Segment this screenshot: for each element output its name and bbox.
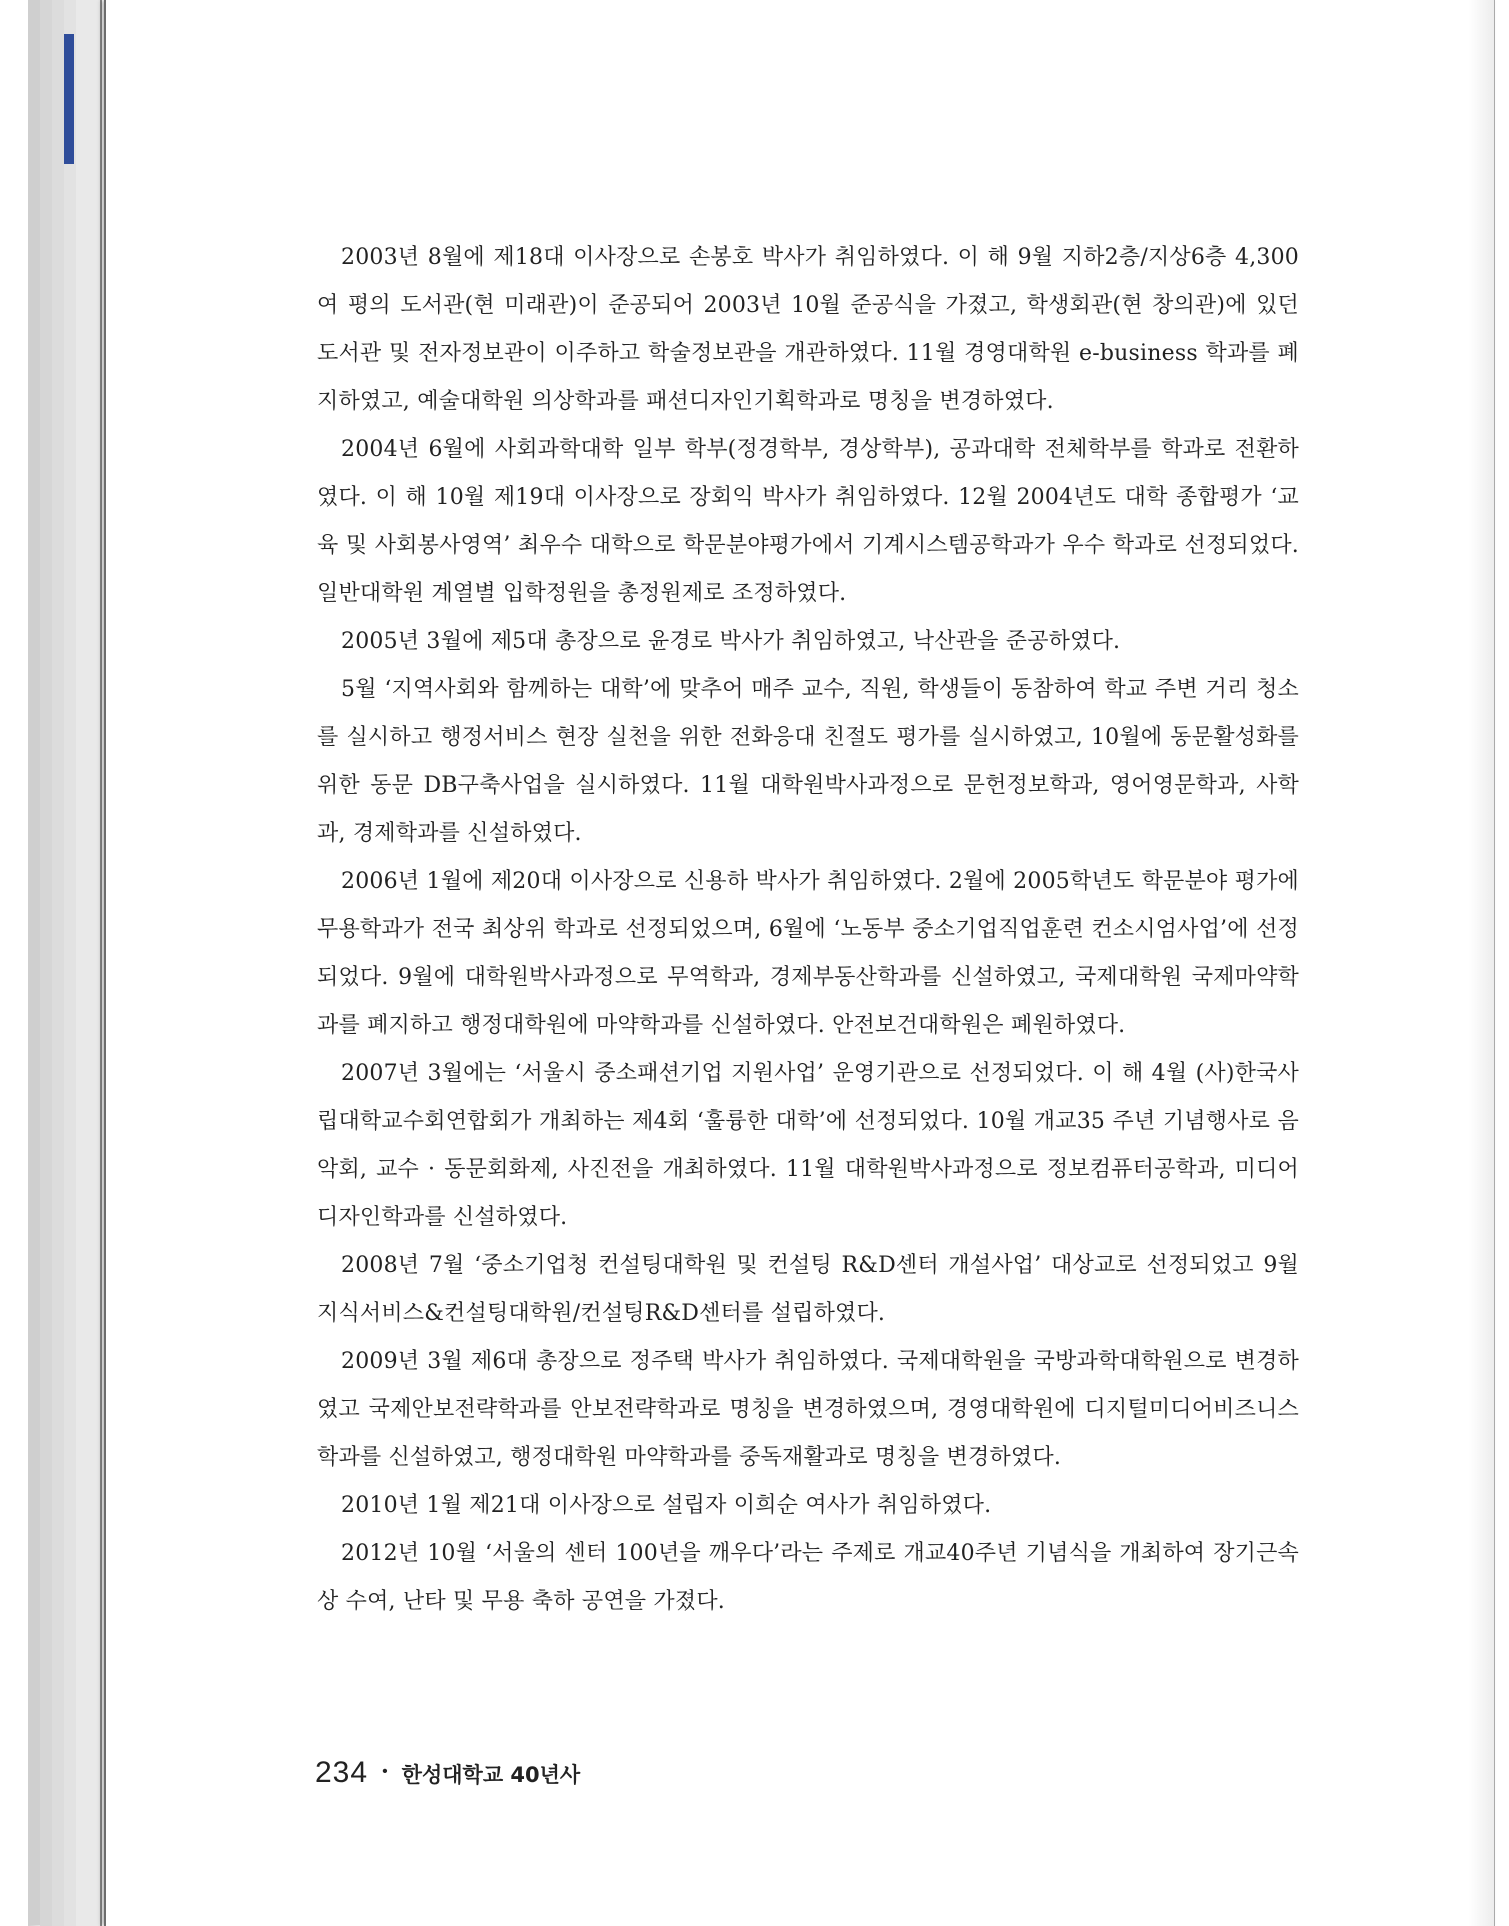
paragraph-2003: 2003년 8월에 제18대 이사장으로 손봉호 박사가 취임하였다. 이 해 9월 지하2층/지상6층 4,300여 평의 도서관(현 미래관)이 준공되어 2003년 10월 준공식을 가졌고, 학생회관(현 창의관)에 있던 도서관 및 전자정보관이 이주하고 학술정보관을 개관하였다. 11월 경영대학원 e-business 학과를 폐지하였고, 예술대학원 의상학과를 패션디자인기획학과로 명칭을 변경하였다. [317,245,1299,414]
page-number: 234 [315,1756,369,1789]
page-footer [315,1756,580,1790]
paragraph-2010: 2010년 1월 제21대 이사장으로 설립자 이희순 여사가 취임하였다. [341,1493,992,1518]
paragraph-2006: 2006년 1월에 제20대 이사장으로 신용하 박사가 취임하였다. 2월에 2005학년도 학문분야 평가에 무용학과가 전국 최상위 학과로 선정되었으며, 6월에 ‘노동부 중소기업직업훈련 컨소시엄사업’에 선정되었다. 9월에 대학원박사과정으로 무역학과, 경제부동산학과를 신설하였고, 국제대학원 국제마약학과를 폐지하고 행정대학원에 마약학과를 신설하였다. 안전보건대학원은 폐원하였다. [317,869,1299,1038]
paragraph-2012: 2012년 10월 ‘서울의 센터 100년을 깨우다’라는 주제로 개교40주년 기념식을 개최하여 장기근속상 수여, 난타 및 무용 축하 공연을 가졌다. [317,1541,1299,1614]
page-edge [76,0,102,1926]
book-page [104,0,1495,1926]
footer-bullet: • [382,1763,388,1780]
paragraph-2004: 2004년 6월에 사회과학대학 일부 학부(정경학부, 경상학부), 공과대학 전체학부를 학과로 전환하였다. 이 해 10월 제19대 이사장으로 장회익 박사가 취임하였다. 12월 2004년도 대학 종합평가 ‘교육 및 사회봉사영역’ 최우수 대학으로 학문분야평가에서 기계시스템공학과가 우수 학과로 선정되었다. 일반대학원 계열별 입학정원을 총정원제로 조정하였다. [317,437,1299,606]
paragraph-2009: 2009년 3월 제6대 총장으로 정주택 박사가 취임하였다. 국제대학원을 국방과학대학원으로 변경하였고 국제안보전략학과를 안보전략학과로 명칭을 변경하였으며, 경영대학원에 디지털미디어비즈니스학과를 신설하였고, 행정대학원 마약학과를 중독재활과로 명칭을 변경하였다. [317,1349,1299,1470]
paragraph-2007: 2007년 3월에는 ‘서울시 중소패션기업 지원사업’ 운영기관으로 선정되었다. 이 해 4월 (사)한국사립대학교수회연합회가 개최하는 제4회 ‘훌륭한 대학’에 선정되었다. 10월 개교35 주년 기념행사로 음악회, 교수 · 동문회화제, 사진전을 개최하였다. 11월 대학원박사과정으로 정보컴퓨터공학과, 미디어디자인학과를 신설하였다. [317,1061,1299,1230]
paragraph-2005-may: 5월 ‘지역사회와 함께하는 대학’에 맞추어 매주 교수, 직원, 학생들이 동참하여 학교 주변 거리 청소를 실시하고 행정서비스 현장 실천을 위한 전화응대 친절도 평가를 실시하였고, 10월에 동문활성화를 위한 동문 DB구축사업을 실시하였다. 11월 대학원박사과정으로 문헌정보학과, 영어영문학과, 사학과, 경제학과를 신설하였다. [317,677,1299,846]
paragraph-2008: 2008년 7월 ‘중소기업청 컨설팅대학원 및 컨설팅 R&D센터 개설사업’ 대상교로 선정되었고 9월 지식서비스&컨설팅대학원/컨설팅R&D센터를 설립하였다. [317,1253,1299,1326]
running-title: 한성대학교 40년사 [401,1763,581,1787]
section-tab-marker [64,34,74,164]
body-text [317,234,1299,1626]
paragraph-2005-march: 2005년 3월에 제5대 총장으로 윤경로 박사가 취임하였고, 낙산관을 준공하였다. [341,629,1121,654]
